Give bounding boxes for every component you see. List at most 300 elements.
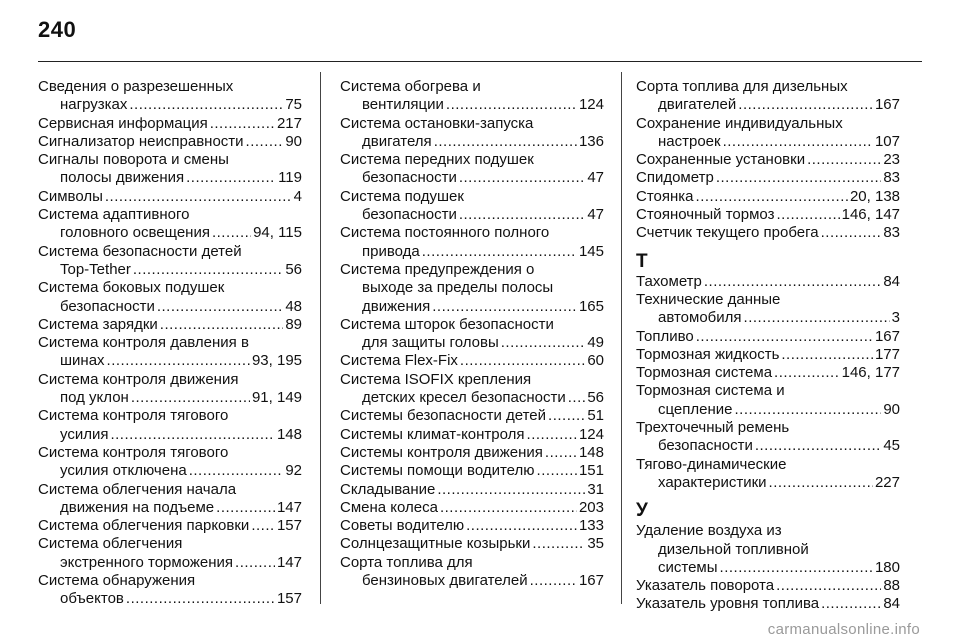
index-term: Система контроля движения bbox=[38, 370, 239, 388]
dot-leader bbox=[466, 517, 577, 535]
index-entry-line bbox=[636, 577, 900, 595]
dot-leader bbox=[246, 133, 284, 151]
page-reference: 151 bbox=[578, 462, 604, 480]
index-term: двигателя bbox=[362, 132, 432, 150]
index-entry bbox=[38, 517, 302, 535]
index-term: Спидометр bbox=[636, 169, 714, 187]
index-entry-line bbox=[340, 115, 604, 133]
index-entry-line bbox=[340, 279, 604, 297]
index-term: Система облегчения bbox=[38, 535, 183, 553]
dot-leader bbox=[105, 188, 292, 206]
page-reference: 90 bbox=[883, 400, 900, 418]
index-entry-line bbox=[340, 499, 604, 517]
page-reference: 167 bbox=[874, 96, 900, 114]
dot-leader bbox=[738, 96, 873, 114]
index-term: Система боковых подушек bbox=[38, 279, 225, 297]
index-term: Система зарядки bbox=[38, 315, 158, 333]
index-term: системы bbox=[658, 558, 718, 576]
page-reference: 124 bbox=[578, 96, 604, 114]
index-entry-line bbox=[636, 224, 900, 242]
index-entry bbox=[38, 572, 302, 609]
watermark: carmanualsonline.info bbox=[767, 621, 920, 638]
index-term: безопасности bbox=[362, 206, 457, 224]
index-entry bbox=[340, 151, 604, 188]
dot-leader bbox=[110, 426, 275, 444]
index-entry-line bbox=[340, 224, 604, 242]
index-entry bbox=[340, 352, 604, 370]
page-reference: 84 bbox=[883, 595, 900, 613]
index-entry-line bbox=[636, 188, 900, 206]
index-term: головного освещения bbox=[60, 224, 210, 242]
index-term: выходе за пределы полосы bbox=[362, 279, 554, 297]
index-entry-line bbox=[38, 188, 302, 206]
page-number: 240 bbox=[38, 17, 77, 42]
page-reference: 56 bbox=[587, 389, 604, 407]
dot-leader bbox=[501, 334, 586, 352]
index-term: Система адаптивного bbox=[38, 206, 190, 224]
index-entry-line bbox=[340, 572, 604, 590]
dot-leader bbox=[216, 499, 275, 517]
index-entry-line bbox=[38, 535, 302, 553]
index-entry-line bbox=[636, 382, 900, 400]
index-term: Счетчик текущего пробега bbox=[636, 224, 819, 242]
page-reference: 119 bbox=[278, 169, 302, 187]
index-entry bbox=[636, 206, 900, 224]
index-term: Тормозная система и bbox=[636, 382, 785, 400]
index-term: безопасности bbox=[362, 169, 457, 187]
index-entry-line bbox=[340, 517, 604, 535]
index-entry-line bbox=[38, 316, 302, 334]
index-entry-line bbox=[636, 291, 900, 309]
page-reference: 136 bbox=[578, 132, 604, 150]
index-entry bbox=[636, 577, 900, 595]
index-term: Системы климат-контроля bbox=[340, 425, 525, 443]
page-reference: 133 bbox=[578, 517, 604, 535]
index-entry-line bbox=[340, 407, 604, 425]
index-entry-line bbox=[340, 206, 604, 224]
dot-leader bbox=[160, 316, 284, 334]
index-entry-line bbox=[636, 456, 900, 474]
index-entry bbox=[38, 334, 302, 371]
index-entry-line bbox=[636, 437, 900, 455]
dot-leader bbox=[210, 115, 275, 133]
index-entry-line bbox=[340, 261, 604, 279]
index-entry-line bbox=[636, 96, 900, 114]
index-term: Система подушек bbox=[340, 187, 464, 205]
dot-leader bbox=[530, 572, 577, 590]
index-entry bbox=[636, 364, 900, 382]
index-term: Системы помощи водителю bbox=[340, 462, 535, 480]
page-reference: 146, 177 bbox=[841, 364, 900, 382]
page-reference: 180 bbox=[874, 558, 900, 576]
index-term: Сохраненные установки bbox=[636, 151, 806, 169]
index-entry-line bbox=[340, 535, 604, 553]
dot-leader bbox=[532, 535, 585, 553]
page-reference: 227 bbox=[874, 473, 900, 491]
index-entry bbox=[636, 522, 900, 577]
dot-leader bbox=[157, 298, 283, 316]
index-entry bbox=[340, 407, 604, 425]
index-entry-line bbox=[636, 364, 900, 382]
index-entry-line bbox=[636, 522, 900, 540]
dot-leader bbox=[744, 309, 890, 327]
page-reference: 3 bbox=[891, 309, 900, 327]
index-term: Стояночный тормоз bbox=[636, 206, 775, 224]
index-entry-line bbox=[38, 517, 302, 535]
index-term: Система облегчения парковки bbox=[38, 517, 250, 535]
page-reference: 31 bbox=[587, 480, 604, 498]
index-entry bbox=[636, 382, 900, 419]
index-entry-line bbox=[340, 298, 604, 316]
index-entry-line bbox=[38, 96, 302, 114]
index-term: усилия отключена bbox=[60, 462, 187, 480]
section-letter: У bbox=[636, 500, 648, 522]
index-entry bbox=[340, 78, 604, 115]
index-entry-line bbox=[636, 151, 900, 169]
index-entry bbox=[340, 444, 604, 462]
index-entry bbox=[38, 188, 302, 206]
dot-leader bbox=[735, 401, 882, 419]
dot-leader bbox=[776, 577, 881, 595]
dot-leader bbox=[446, 96, 577, 114]
index-term: бензиновых двигателей bbox=[362, 572, 528, 590]
page-reference: 107 bbox=[874, 132, 900, 150]
dot-leader bbox=[720, 559, 873, 577]
index-entry-line bbox=[38, 243, 302, 261]
index-term: Система передних подушек bbox=[340, 151, 534, 169]
index-entry-line bbox=[340, 444, 604, 462]
page-reference: 49 bbox=[587, 334, 604, 352]
index-term: Сорта топлива для bbox=[340, 553, 473, 571]
index-entry-line bbox=[636, 169, 900, 187]
dot-leader bbox=[723, 133, 873, 151]
index-entry-line bbox=[38, 389, 302, 407]
index-entry bbox=[38, 78, 302, 115]
index-entry-line bbox=[38, 224, 302, 242]
index-entry-line bbox=[38, 572, 302, 590]
index-entry bbox=[636, 346, 900, 364]
page-reference: 75 bbox=[285, 96, 302, 114]
index-term: Система предупреждения о bbox=[340, 260, 535, 278]
page-reference: 45 bbox=[883, 437, 900, 455]
index-entry bbox=[636, 115, 900, 152]
index-term: Система обогрева и bbox=[340, 78, 481, 95]
page-reference: 148 bbox=[276, 425, 302, 443]
dot-leader bbox=[527, 426, 577, 444]
index-term: детских кресел безопасности bbox=[362, 389, 566, 407]
index-entry-line bbox=[38, 169, 302, 187]
index-entry bbox=[636, 328, 900, 346]
page-reference: 157 bbox=[276, 590, 302, 608]
dot-leader bbox=[821, 595, 881, 613]
dot-leader bbox=[129, 96, 283, 114]
index-term: Тормозная система bbox=[636, 364, 773, 382]
index-term: Технические данные bbox=[636, 290, 781, 308]
index-term: Система контроля тягового bbox=[38, 407, 229, 425]
page-reference: 20, 138 bbox=[849, 187, 900, 205]
index-entry bbox=[340, 554, 604, 591]
index-entry-line bbox=[38, 426, 302, 444]
dot-leader bbox=[716, 169, 882, 187]
page-reference: 148 bbox=[578, 443, 604, 461]
index-entry-line bbox=[636, 115, 900, 133]
dot-leader bbox=[545, 444, 577, 462]
page-reference: 167 bbox=[874, 327, 900, 345]
index-entry-line bbox=[636, 559, 900, 577]
page-reference: 93, 195 bbox=[251, 352, 302, 370]
index-term: нагрузках bbox=[60, 96, 128, 114]
dot-leader bbox=[537, 462, 577, 480]
page-reference: 203 bbox=[578, 498, 604, 516]
dot-leader bbox=[459, 169, 585, 187]
page-reference: 124 bbox=[578, 425, 604, 443]
index-entry bbox=[38, 444, 302, 481]
index-entry bbox=[38, 371, 302, 408]
index-entry bbox=[340, 188, 604, 225]
page-reference: 35 bbox=[587, 535, 604, 553]
page-reference: 83 bbox=[883, 224, 900, 242]
index-term: движения bbox=[362, 297, 431, 315]
index-entry-line bbox=[340, 554, 604, 572]
page-reference: 4 bbox=[293, 187, 302, 205]
index-entry-line bbox=[340, 371, 604, 389]
index-entry-line bbox=[340, 481, 604, 499]
index-entry bbox=[636, 224, 900, 242]
index-term: Советы водителю bbox=[340, 517, 465, 535]
index-entry bbox=[636, 273, 900, 291]
index-entry bbox=[340, 316, 604, 353]
dot-leader bbox=[774, 364, 840, 382]
index-entry bbox=[340, 371, 604, 408]
index-term: Солнцезащитные козырьки bbox=[340, 535, 531, 553]
index-entry-line bbox=[340, 133, 604, 151]
section-letter: Т bbox=[636, 250, 648, 272]
index-term: Удаление воздуха из bbox=[636, 522, 782, 540]
index-entry-line bbox=[636, 346, 900, 364]
dot-leader bbox=[434, 133, 577, 151]
index-entry-line bbox=[38, 371, 302, 389]
index-entry bbox=[340, 535, 604, 553]
index-entry bbox=[636, 419, 900, 456]
page-reference: 47 bbox=[587, 169, 604, 187]
index-entry bbox=[38, 206, 302, 243]
index-term: Указатель поворота bbox=[636, 577, 775, 595]
dot-leader bbox=[704, 273, 881, 291]
index-entry-line bbox=[636, 419, 900, 437]
index-term: Top-Tether bbox=[60, 260, 131, 278]
page-reference: 167 bbox=[578, 572, 604, 590]
index-entry-line bbox=[38, 352, 302, 370]
index-term: Система постоянного полного bbox=[340, 224, 550, 242]
index-term: Указатель уровня топлива bbox=[636, 595, 820, 613]
index-term: усилия bbox=[60, 425, 109, 443]
index-term: Тормозная жидкость bbox=[636, 345, 780, 363]
dot-leader bbox=[107, 352, 250, 370]
index-entry-line bbox=[38, 115, 302, 133]
page-reference: 146, 147 bbox=[841, 206, 900, 224]
page-reference: 147 bbox=[276, 498, 302, 516]
dot-leader bbox=[459, 206, 585, 224]
index-term: привода bbox=[362, 242, 420, 260]
dot-leader bbox=[696, 328, 873, 346]
dot-leader bbox=[807, 151, 881, 169]
page-reference: 47 bbox=[587, 206, 604, 224]
index-term: Сигналы поворота и смены bbox=[38, 151, 229, 169]
index-term: Символы bbox=[38, 187, 103, 205]
dot-leader bbox=[186, 169, 276, 187]
index-term: Сервисная информация bbox=[38, 114, 208, 132]
index-term: под уклон bbox=[60, 389, 129, 407]
dot-leader bbox=[235, 554, 275, 572]
index-entry-line bbox=[340, 334, 604, 352]
index-term: двигателей bbox=[658, 96, 737, 114]
index-entry bbox=[38, 151, 302, 188]
dot-leader bbox=[189, 462, 284, 480]
dot-leader bbox=[432, 298, 577, 316]
index-entry-line bbox=[38, 554, 302, 572]
index-term: движения на подъеме bbox=[60, 498, 215, 516]
index-term: Система контроля давления в bbox=[38, 334, 249, 352]
index-term: Смена колеса bbox=[340, 498, 438, 516]
index-entry-line bbox=[38, 206, 302, 224]
index-entry-line bbox=[38, 298, 302, 316]
index-term: объектов bbox=[60, 590, 124, 608]
dot-leader bbox=[131, 389, 250, 407]
index-entry bbox=[340, 224, 604, 261]
index-entry-line bbox=[340, 316, 604, 334]
index-entry bbox=[340, 261, 604, 316]
index-entry bbox=[38, 243, 302, 280]
page-reference: 48 bbox=[285, 297, 302, 315]
dot-leader bbox=[781, 346, 873, 364]
page-reference: 165 bbox=[578, 297, 604, 315]
index-entry-line bbox=[340, 188, 604, 206]
index-entry bbox=[38, 115, 302, 133]
index-entry-line bbox=[340, 169, 604, 187]
index-term: Топливо bbox=[636, 327, 694, 345]
index-entry-line bbox=[340, 151, 604, 169]
index-entry-line bbox=[636, 206, 900, 224]
index-entry bbox=[38, 535, 302, 572]
index-entry-line bbox=[38, 444, 302, 462]
header-divider bbox=[38, 61, 922, 62]
index-term: настроек bbox=[658, 132, 721, 150]
dot-leader bbox=[769, 474, 873, 492]
page-reference: 88 bbox=[883, 577, 900, 595]
index-entry-line bbox=[340, 78, 604, 96]
index-entry bbox=[38, 407, 302, 444]
page-reference: 23 bbox=[883, 151, 900, 169]
page-reference: 56 bbox=[285, 260, 302, 278]
dot-leader bbox=[440, 499, 577, 517]
index-term: безопасности bbox=[658, 437, 753, 455]
index-entry-line bbox=[340, 389, 604, 407]
page-reference: 51 bbox=[587, 407, 604, 425]
index-entry bbox=[38, 481, 302, 518]
index-entry bbox=[38, 316, 302, 334]
index-term: Система ISOFIX крепления bbox=[340, 370, 532, 388]
index-term: Системы безопасности детей bbox=[340, 407, 547, 425]
index-term: Система остановки-запуска bbox=[340, 114, 534, 132]
index-term: для защиты головы bbox=[362, 334, 499, 352]
index-column-2 bbox=[340, 78, 604, 590]
index-term: Трехточечный ремень bbox=[636, 419, 790, 437]
index-term: Сведения о разрезешенных bbox=[38, 78, 234, 95]
dot-leader bbox=[133, 261, 283, 279]
index-term: Тахометр bbox=[636, 272, 702, 290]
index-term: Стоянка bbox=[636, 187, 694, 205]
index-entry-line bbox=[340, 96, 604, 114]
page-reference: 83 bbox=[883, 169, 900, 187]
index-term: характеристики bbox=[658, 473, 767, 491]
column-divider bbox=[621, 72, 622, 604]
index-entry bbox=[636, 78, 900, 115]
index-entry-line bbox=[38, 279, 302, 297]
index-term: Система Flex-Fix bbox=[340, 352, 458, 370]
page-reference: 60 bbox=[587, 352, 604, 370]
index-entry bbox=[340, 517, 604, 535]
dot-leader bbox=[422, 243, 577, 261]
dot-leader bbox=[568, 389, 586, 407]
index-entry-line bbox=[38, 407, 302, 425]
index-entry-line bbox=[38, 133, 302, 151]
page-reference: 147 bbox=[276, 553, 302, 571]
index-entry bbox=[340, 115, 604, 152]
index-term: Системы контроля движения bbox=[340, 443, 543, 461]
index-entry-line bbox=[636, 78, 900, 96]
page-reference: 92 bbox=[285, 462, 302, 480]
index-term: Система шторок безопасности bbox=[340, 315, 554, 333]
page-reference: 91, 149 bbox=[251, 389, 302, 407]
index-term: Система безопасности детей bbox=[38, 242, 242, 260]
dot-leader bbox=[212, 224, 251, 242]
page-reference: 217 bbox=[276, 114, 302, 132]
index-entry-line bbox=[636, 309, 900, 327]
index-entry-line bbox=[38, 151, 302, 169]
index-entry bbox=[340, 462, 604, 480]
page-reference: 157 bbox=[276, 517, 302, 535]
dot-leader bbox=[437, 481, 585, 499]
index-term: экстренного торможения bbox=[60, 553, 234, 571]
dot-leader bbox=[126, 590, 275, 608]
index-entry bbox=[38, 279, 302, 316]
index-entry-line bbox=[340, 243, 604, 261]
index-term: сцепление bbox=[658, 400, 733, 418]
index-entry bbox=[38, 133, 302, 151]
index-term: Система обнаружения bbox=[38, 572, 196, 590]
dot-leader bbox=[548, 407, 585, 425]
index-entry bbox=[340, 499, 604, 517]
index-entry bbox=[636, 169, 900, 187]
index-entry-line bbox=[636, 328, 900, 346]
index-term: Сигнализатор неисправности bbox=[38, 132, 244, 150]
dot-leader bbox=[776, 206, 839, 224]
index-entry-line bbox=[340, 462, 604, 480]
dot-leader bbox=[460, 352, 585, 370]
index-term: Складывание bbox=[340, 480, 436, 498]
index-entry bbox=[636, 291, 900, 328]
index-entry-line bbox=[636, 541, 900, 559]
index-term: Система облегчения начала bbox=[38, 480, 237, 498]
page-reference: 89 bbox=[285, 315, 302, 333]
index-entry-line bbox=[38, 78, 302, 96]
index-term: вентиляции bbox=[362, 96, 444, 114]
index-term: дизельной топливной bbox=[658, 540, 809, 558]
index-term: шинах bbox=[60, 352, 105, 370]
index-entry bbox=[340, 426, 604, 444]
dot-leader bbox=[755, 437, 881, 455]
index-term: автомобиля bbox=[658, 309, 742, 327]
